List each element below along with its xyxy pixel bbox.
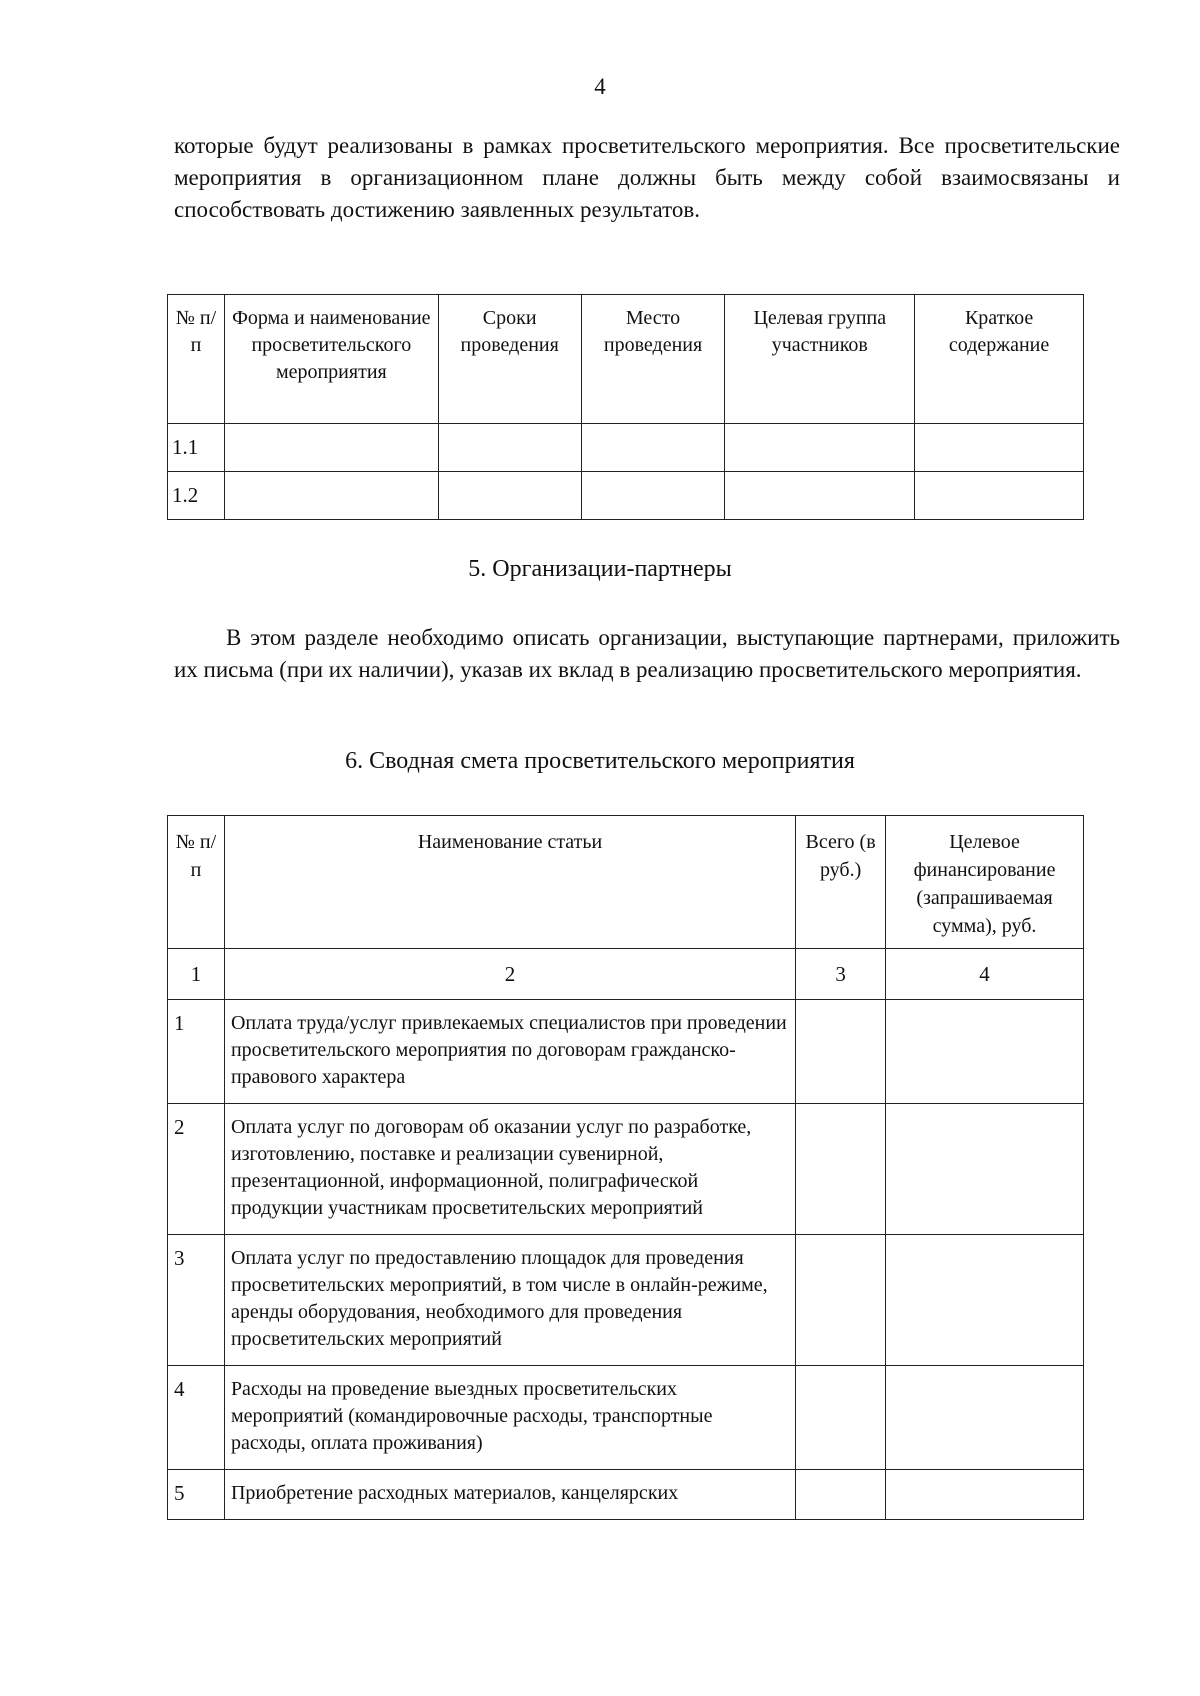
budget-item-total (796, 1235, 886, 1366)
budget-table-header-row (168, 816, 1084, 949)
budget-item-target-financing (886, 1366, 1084, 1470)
events-cell-place (581, 472, 725, 520)
events-cell-summary (915, 472, 1084, 520)
budget-item-name: Оплата услуг по договорам об оказании услуг по разработке, изготовлению, поставке и реализации сувенирной, презентационной, информационной, полиграфической продукции участникам просветительских мероприятий (224, 1104, 795, 1235)
table-row (168, 1470, 1084, 1520)
events-cell-place (581, 424, 725, 472)
table-row (168, 424, 1084, 472)
events-cell-target-group (725, 472, 915, 520)
budget-item-target-financing (886, 1000, 1084, 1104)
budget-column-number: 4 (886, 949, 1084, 1000)
table-row (168, 1235, 1084, 1366)
budget-column-number: 1 (168, 949, 225, 1000)
budget-header-item-name: Наименование статьи (224, 816, 795, 949)
budget-item-target-financing (886, 1470, 1084, 1520)
budget-table (167, 815, 1084, 1520)
events-header-number: № п/п (168, 295, 225, 424)
budget-item-number: 5 (168, 1470, 225, 1520)
budget-item-name: Оплата услуг по предоставлению площадок для проведения просветительских мероприятий, в том числе в онлайн-режиме, аренды оборудования, необходимого для проведения просветительских мероприятий (224, 1235, 795, 1366)
page-number: 4 (594, 74, 606, 99)
events-cell-dates (438, 424, 581, 472)
table-row (168, 1366, 1084, 1470)
events-cell-target-group (725, 424, 915, 472)
events-cell-dates (438, 472, 581, 520)
budget-column-numbers-row (168, 949, 1084, 1000)
events-cell-number: 1.1 (168, 424, 225, 472)
budget-item-number: 3 (168, 1235, 225, 1366)
budget-column-number: 3 (796, 949, 886, 1000)
table-row (168, 1000, 1084, 1104)
events-header-place: Место проведения (581, 295, 725, 424)
events-header-target-group: Целевая группа участников (725, 295, 915, 424)
intro-paragraph: которые будут реализованы в рамках просветительского мероприятия. Все просветительские мероприятия в организационном плане должны быть между собой взаимосвязаны и способствовать достижению заявленных результатов. (174, 133, 1120, 222)
budget-item-number: 1 (168, 1000, 225, 1104)
events-cell-form-name (224, 424, 438, 472)
events-cell-number: 1.2 (168, 472, 225, 520)
events-cell-form-name (224, 472, 438, 520)
budget-column-number: 2 (224, 949, 795, 1000)
events-cell-summary (915, 424, 1084, 472)
events-table-header-row (168, 295, 1084, 424)
events-header-summary: Краткое содержание (915, 295, 1084, 424)
section-5-paragraph: В этом разделе необходимо описать организации, выступающие партнерами, приложить их письма (при их наличии), указав их вклад в реализацию просветительского мероприятия. (174, 625, 1120, 682)
budget-item-total (796, 1470, 886, 1520)
budget-item-target-financing (886, 1104, 1084, 1235)
budget-item-total (796, 1000, 886, 1104)
budget-item-name: Расходы на проведение выездных просветительских мероприятий (командировочные расходы, транспортные расходы, оплата проживания) (224, 1366, 795, 1470)
budget-item-total (796, 1366, 886, 1470)
section-5-title: 5. Организации-партнеры (468, 556, 732, 582)
budget-header-target-financing: Целевое финансирование (запрашиваемая сумма), руб. (886, 816, 1084, 949)
budget-item-name: Оплата труда/услуг привлекаемых специалистов при проведении просветительского мероприятия по договорам гражданско-правового характера (224, 1000, 795, 1104)
events-table (167, 294, 1084, 520)
budget-item-number: 2 (168, 1104, 225, 1235)
table-row (168, 1104, 1084, 1235)
budget-item-name: Приобретение расходных материалов, канцелярских (224, 1470, 795, 1520)
table-row (168, 472, 1084, 520)
budget-item-number: 4 (168, 1366, 225, 1470)
section-6-title: 6. Сводная смета просветительского мероприятия (345, 748, 855, 774)
budget-header-number: № п/п (168, 816, 225, 949)
budget-header-total: Всего (в руб.) (796, 816, 886, 949)
budget-item-total (796, 1104, 886, 1235)
events-header-form-name: Форма и наименование просветительского мероприятия (224, 295, 438, 424)
budget-item-target-financing (886, 1235, 1084, 1366)
events-header-dates: Сроки проведения (438, 295, 581, 424)
